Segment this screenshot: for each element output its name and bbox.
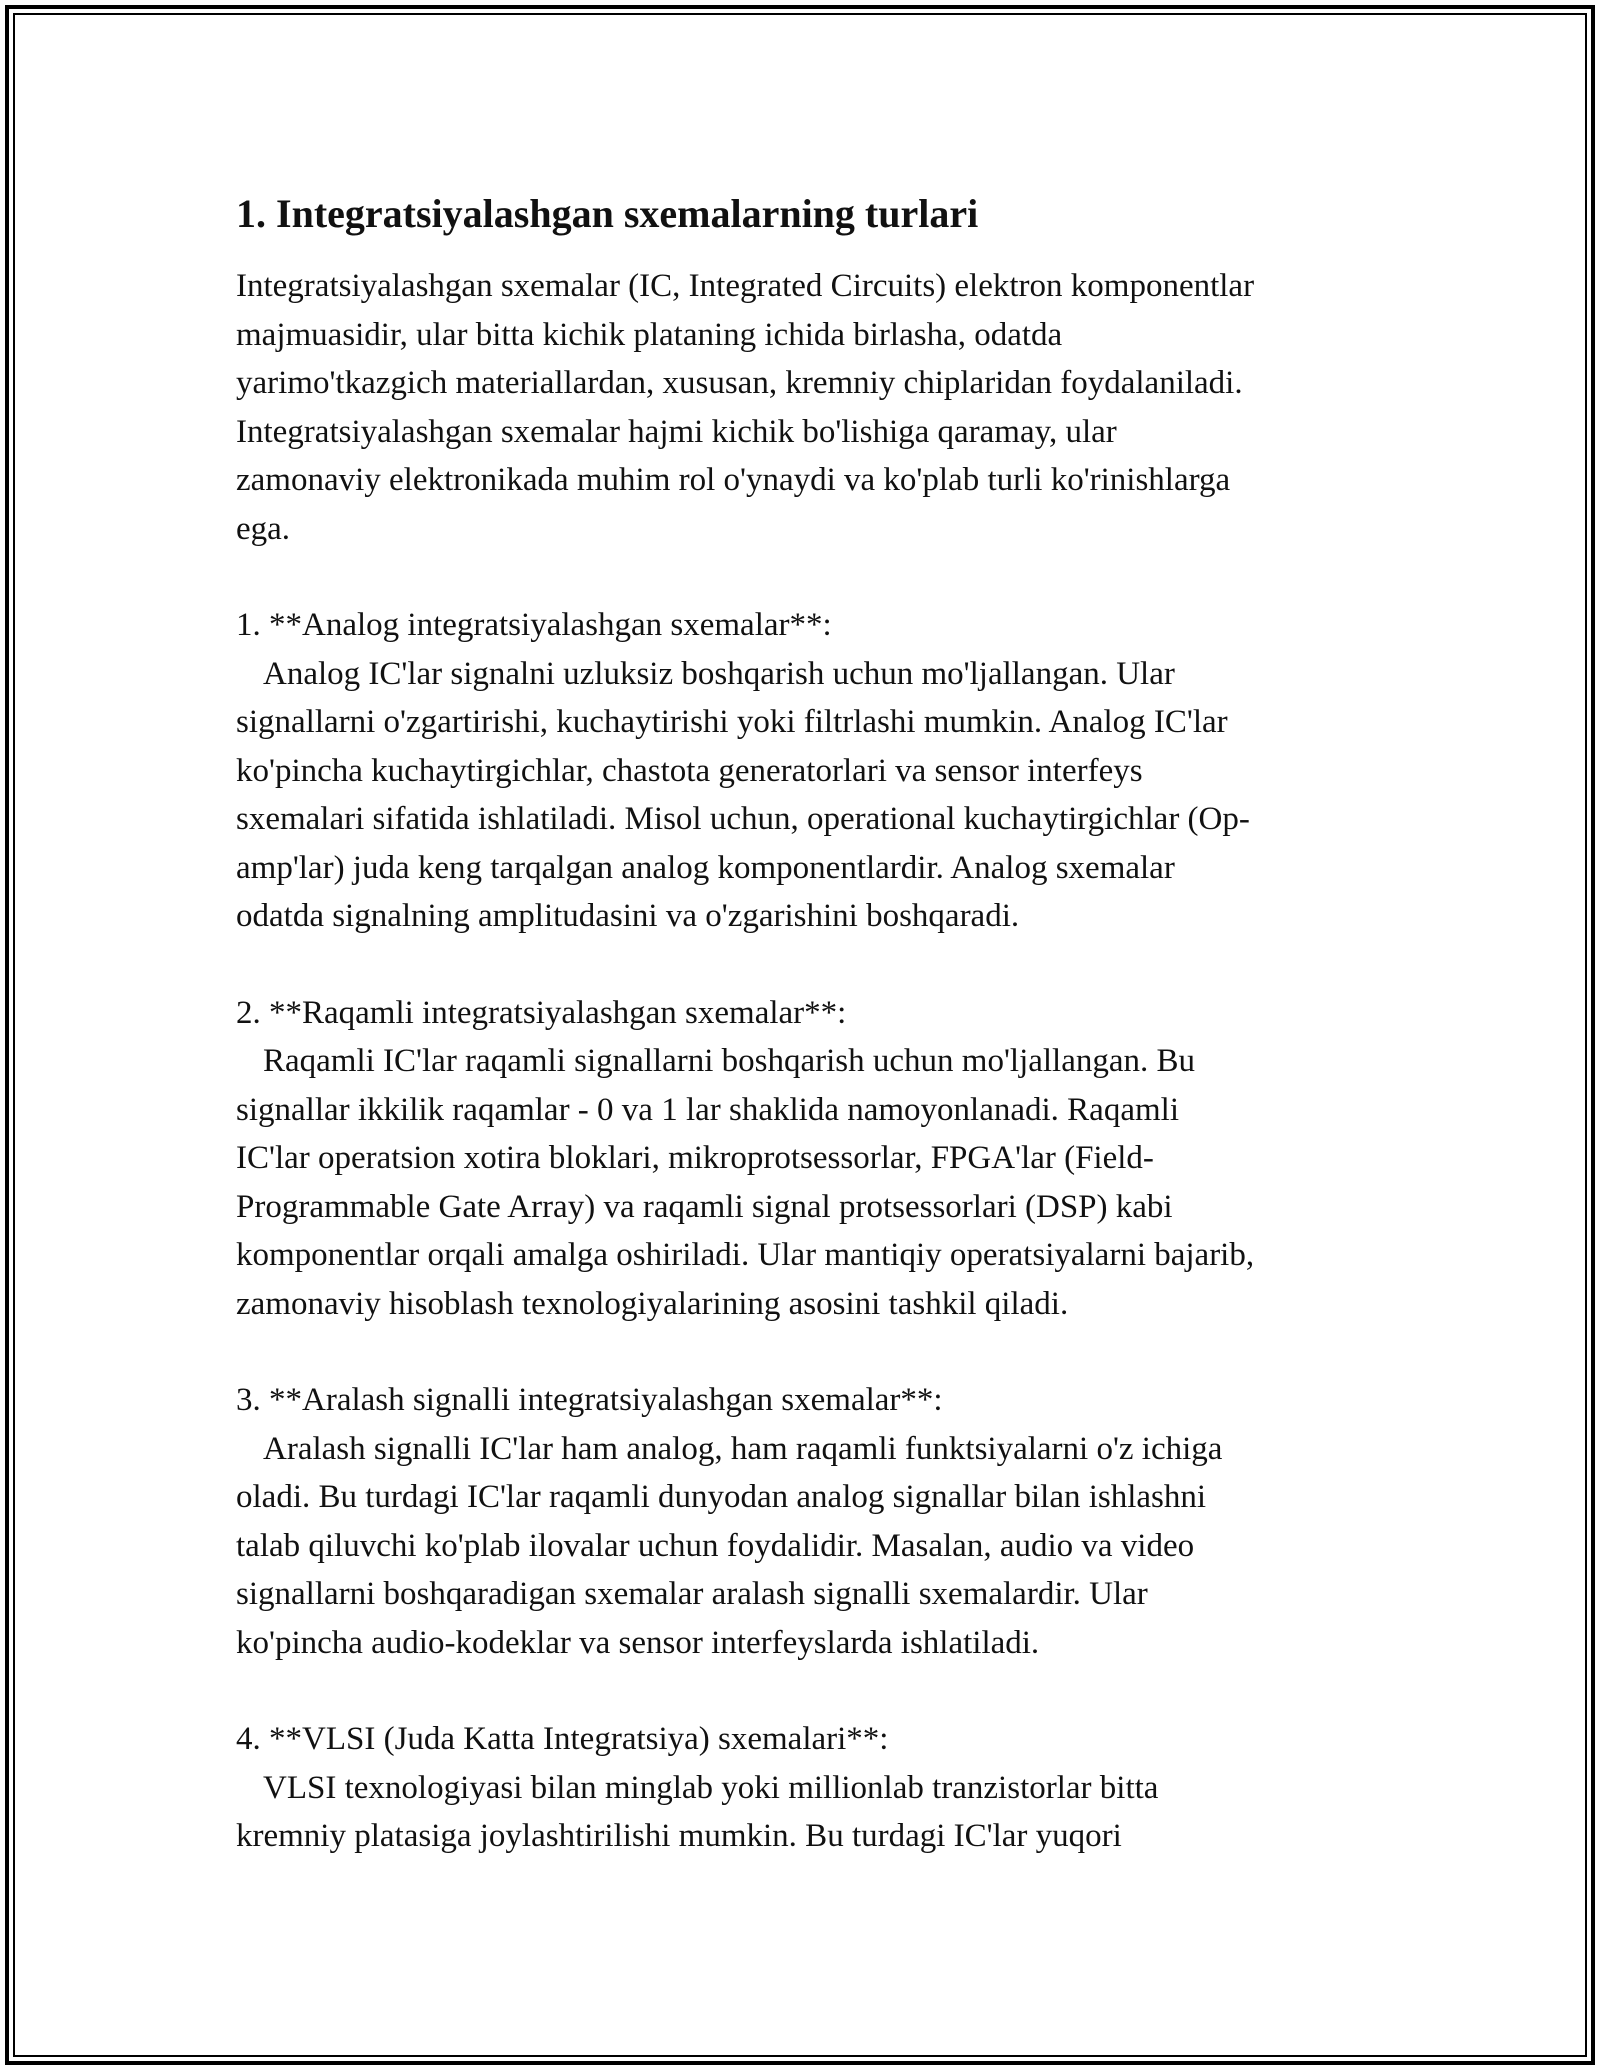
section-analog [236, 601, 1376, 941]
section-line: Programmable Gate Array) va raqamli signal protsessorlari (DSP) kabi [236, 1188, 1173, 1225]
section-line: signallar ikkilik raqamlar - 0 va 1 lar shaklida namoyonlanadi. Raqamli [236, 1091, 1179, 1128]
intro-paragraph [236, 262, 1376, 553]
section-vlsi [236, 1715, 1376, 1861]
section-line: IC'lar operatsion xotira bloklari, mikroprotsessorlar, FPGA'lar (Field- [236, 1140, 1154, 1176]
section-line: zamonaviy hisoblash texnologiyalarining asosini tashkil qiladi. [236, 1285, 1069, 1322]
section-line: Raqamli IC'lar raqamli signallarni boshqarish uchun mo'ljallangan. Bu [263, 1043, 1196, 1079]
intro-line: Integratsiyalashgan sxemalar hajmi kichik bo'lishiga qaramay, ular [236, 413, 1117, 450]
section-line: VLSI texnologiyasi bilan minglab yoki millionlab tranzistorlar bitta [263, 1769, 1159, 1806]
section-line: Analog IC'lar signalni uzluksiz boshqarish uchun mo'ljallangan. Ular [263, 655, 1175, 692]
section-digital [236, 989, 1376, 1329]
intro-line: zamonaviy elektronikada muhim rol o'ynaydi va ko'plab turli ko'rinishlarga [236, 462, 1231, 498]
intro-line: Integratsiyalashgan sxemalar (IC, Integrated Circuits) elektron komponentlar [236, 268, 1255, 304]
section-title: 1. **Analog integratsiyalashgan sxemalar**: [236, 607, 832, 643]
section-title: 3. **Aralash signalli integratsiyalashgan sxemalar**: [236, 1382, 943, 1418]
section-line: komponentlar orqali amalga oshiriladi. Ular mantiqiy operatsiyalarni bajarib, [236, 1237, 1255, 1273]
section-line: signallarni o'zgartirishi, kuchaytirishi yoki filtrlashi mumkin. Analog IC'lar [236, 704, 1228, 740]
section-line: talab qiluvchi ko'plab ilovalar uchun foydalidir. Masalan, audio va video [236, 1527, 1195, 1564]
section-line: oladi. Bu turdagi IC'lar raqamli dunyodan analog signallar bilan ishlashni [236, 1479, 1207, 1515]
section-line: ko'pincha audio-kodeklar va sensor interfeyslarda ishlatiladi. [236, 1624, 1040, 1661]
section-title: 4. **VLSI (Juda Katta Integratsiya) sxemalari**: [236, 1721, 889, 1757]
section-title: 2. **Raqamli integratsiyalashgan sxemalar**: [236, 994, 847, 1031]
section-line: signallarni boshqaradigan sxemalar aralash signalli sxemalardir. Ular [236, 1576, 1148, 1612]
intro-line: majmuasidir, ular bitta kichik plataning ichida birlasha, odatda [236, 316, 1063, 353]
section-line: amp'lar) juda keng tarqalgan analog komponentlardir. Analog sxemalar [236, 849, 1175, 886]
section-line: ko'pincha kuchaytirgichlar, chastota generatorlari va sensor interfeys [236, 752, 1143, 789]
document-body [236, 188, 1376, 1861]
section-line: odatda signalning amplitudasini va o'zgarishini boshqaradi. [236, 898, 1020, 934]
section-line: Aralash signalli IC'lar ham analog, ham raqamli funktsiyalarni o'z ichiga [263, 1430, 1223, 1467]
section-mixed-signal [236, 1376, 1376, 1667]
intro-line: ega. [236, 510, 291, 547]
section-line: kremniy platasiga joylashtirilishi mumkin. Bu turdagi IC'lar yuqori [236, 1818, 1122, 1854]
intro-line: yarimo'tkazgich materiallardan, xususan, kremniy chiplaridan foydalaniladi. [236, 365, 1243, 401]
section-line: sxemalari sifatida ishlatiladi. Misol uchun, operational kuchaytirgichlar (Op- [236, 801, 1250, 837]
page-title: 1. Integratsiyalashgan sxemalarning turlari [236, 191, 979, 236]
